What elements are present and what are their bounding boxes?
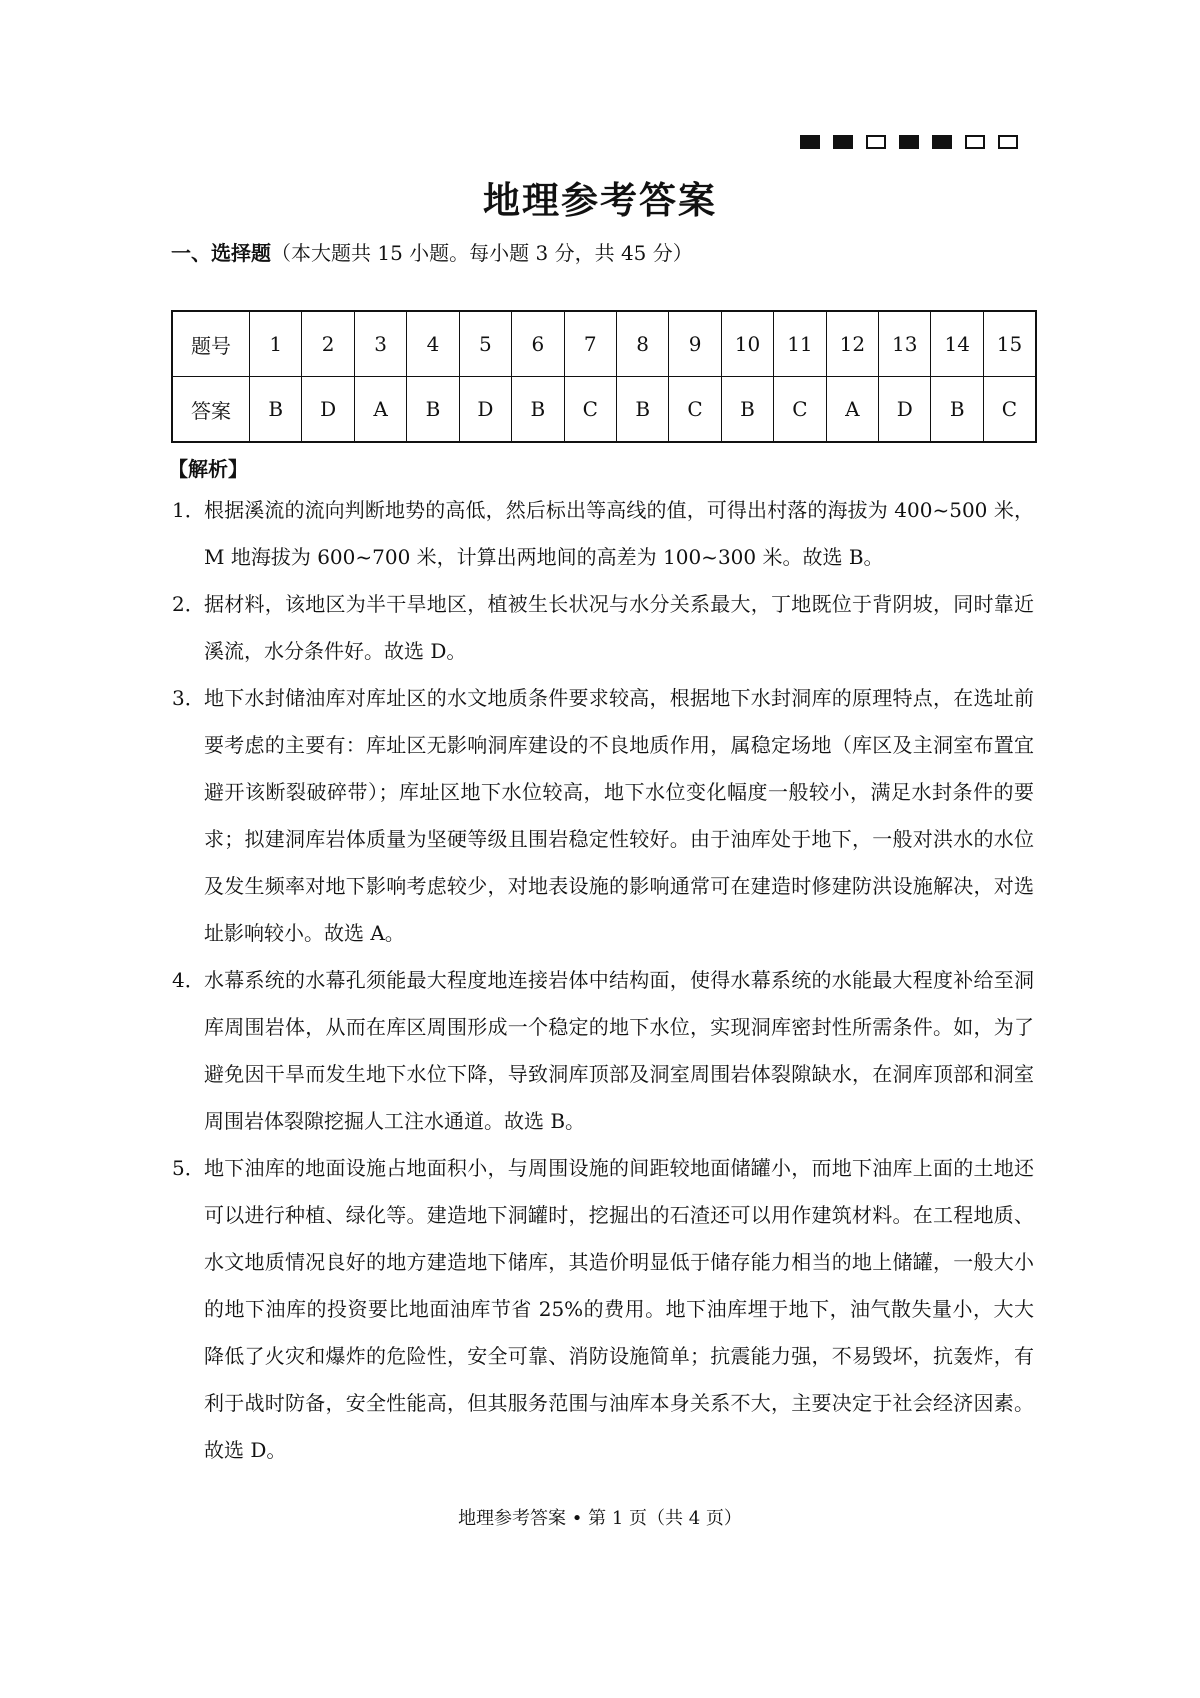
answer-cell: D bbox=[302, 377, 354, 443]
header-mark bbox=[866, 135, 886, 149]
question-number-cell: 6 bbox=[512, 311, 564, 377]
explanation-number: 3． bbox=[172, 686, 205, 710]
explanation-text: 地下油库的地面设施占地面积小，与周围设施的间距较地面储罐小，而地下油库上面的土地还可以进行种植、绿化等。建造地下洞罐时，挖掘出的石渣还可以用作建筑材料。在工程地质、水文地质情况良好的地方建造地下储库，其造价明显低于储存能力相当的地上储罐，一般大小的地下油库的投资要比地面油库节省 25%的费用。地下油库埋于地下，油气散失量小，大大降低了火灾和爆炸的危险性，安全可靠、消防设施简单；抗震能力强，不易毁坏，抗轰炸，有利于战时防备，安全性能高，但其服务范围与油库本身关系不大，主要决定于社会经济因素。故选 D。 bbox=[204, 1156, 1034, 1462]
question-number-cell: 4 bbox=[407, 311, 459, 377]
header-mark bbox=[899, 135, 919, 149]
page-footer: 地理参考答案 • 第 1 页（共 4 页） bbox=[458, 1508, 742, 1529]
header-mark bbox=[833, 135, 853, 149]
answer-cell: C bbox=[564, 377, 616, 443]
answer-cell: A bbox=[354, 377, 406, 443]
question-number-cell: 9 bbox=[669, 311, 721, 377]
explanation-text: 据材料，该地区为半干旱地区，植被生长状况与水分关系最大，丁地既位于背阴坡，同时靠近溪流，水分条件好。故选 D。 bbox=[204, 592, 1034, 663]
explanation-list bbox=[0, 487, 1200, 1474]
section-heading bbox=[171, 236, 693, 270]
question-number-cell: 13 bbox=[879, 311, 931, 377]
answer-cell: D bbox=[879, 377, 931, 443]
explanation-item bbox=[0, 1145, 1200, 1474]
question-number-cell: 8 bbox=[616, 311, 668, 377]
explanation-number: 4． bbox=[172, 968, 205, 992]
answer-table bbox=[171, 310, 1037, 443]
question-number-cell: 11 bbox=[774, 311, 826, 377]
header-mark bbox=[965, 135, 985, 149]
explanation-text: 根据溪流的流向判断地势的高低，然后标出等高线的值，可得出村落的海拔为 400~500 米，M 地海拔为 600~700 米，计算出两地间的高差为 100~300 米。故选 B。 bbox=[204, 498, 1034, 569]
table-row-answers bbox=[172, 377, 1036, 443]
answer-cell: B bbox=[512, 377, 564, 443]
question-number-cell: 12 bbox=[826, 311, 878, 377]
header-mark bbox=[932, 135, 952, 149]
answer-cell: B bbox=[407, 377, 459, 443]
explanation-item bbox=[0, 581, 1200, 675]
explanation-number: 2． bbox=[172, 592, 205, 616]
answer-cell: B bbox=[721, 377, 773, 443]
answer-cell: C bbox=[669, 377, 721, 443]
explanation-item bbox=[0, 487, 1200, 581]
table-row-numbers bbox=[172, 311, 1036, 377]
header-mark bbox=[800, 135, 820, 149]
explanation-text: 水幕系统的水幕孔须能最大程度地连接岩体中结构面，使得水幕系统的水能最大程度补给至洞库周围岩体，从而在库区周围形成一个稳定的地下水位，实现洞库密封性所需条件。如，为了避免因干旱而发生地下水位下降，导致洞库顶部及洞室周围岩体裂隙缺水，在洞库顶部和洞室周围岩体裂隙挖掘人工注水通道。故选 B。 bbox=[204, 968, 1034, 1133]
question-number-cell: 5 bbox=[459, 311, 511, 377]
answer-cell: B bbox=[250, 377, 302, 443]
answer-cell: B bbox=[616, 377, 668, 443]
header-mark bbox=[998, 135, 1018, 149]
page-title: 地理参考答案 bbox=[483, 178, 717, 222]
explanation-item bbox=[0, 675, 1200, 957]
answer-cell: A bbox=[826, 377, 878, 443]
explanation-item bbox=[0, 957, 1200, 1145]
section-note: （本大题共 15 小题。每小题 3 分，共 45 分） bbox=[271, 241, 693, 265]
question-number-cell: 3 bbox=[354, 311, 406, 377]
question-number-cell: 2 bbox=[302, 311, 354, 377]
question-number-cell: 14 bbox=[931, 311, 983, 377]
section-label: 一、选择题 bbox=[171, 241, 271, 265]
answer-cell: B bbox=[931, 377, 983, 443]
question-number-cell: 15 bbox=[983, 311, 1036, 377]
answer-cell: C bbox=[983, 377, 1036, 443]
explanation-number: 5． bbox=[172, 1156, 205, 1180]
answer-cell: C bbox=[774, 377, 826, 443]
answer-cell: D bbox=[459, 377, 511, 443]
explanation-text: 地下水封储油库对库址区的水文地质条件要求较高，根据地下水封洞库的原理特点，在选址前要考虑的主要有：库址区无影响洞库建设的不良地质作用，属稳定场地（库区及主洞室布置宜避开该断裂破碎带）；库址区地下水位较高，地下水位变化幅度一般较小，满足水封条件的要求；拟建洞库岩体质量为坚硬等级且围岩稳定性较好。由于油库处于地下，一般对洪水的水位及发生频率对地下影响考虑较少，对地表设施的影响通常可在建造时修建防洪设施解决，对选址影响较小。故选 A。 bbox=[204, 686, 1034, 945]
row-label-answer: 答案 bbox=[172, 377, 250, 443]
question-number-cell: 7 bbox=[564, 311, 616, 377]
explanation-number: 1． bbox=[172, 498, 205, 522]
row-label-number: 题号 bbox=[172, 311, 250, 377]
header-marks bbox=[800, 135, 1018, 149]
question-number-cell: 10 bbox=[721, 311, 773, 377]
analysis-heading: 【解析】 bbox=[168, 457, 248, 481]
question-number-cell: 1 bbox=[250, 311, 302, 377]
